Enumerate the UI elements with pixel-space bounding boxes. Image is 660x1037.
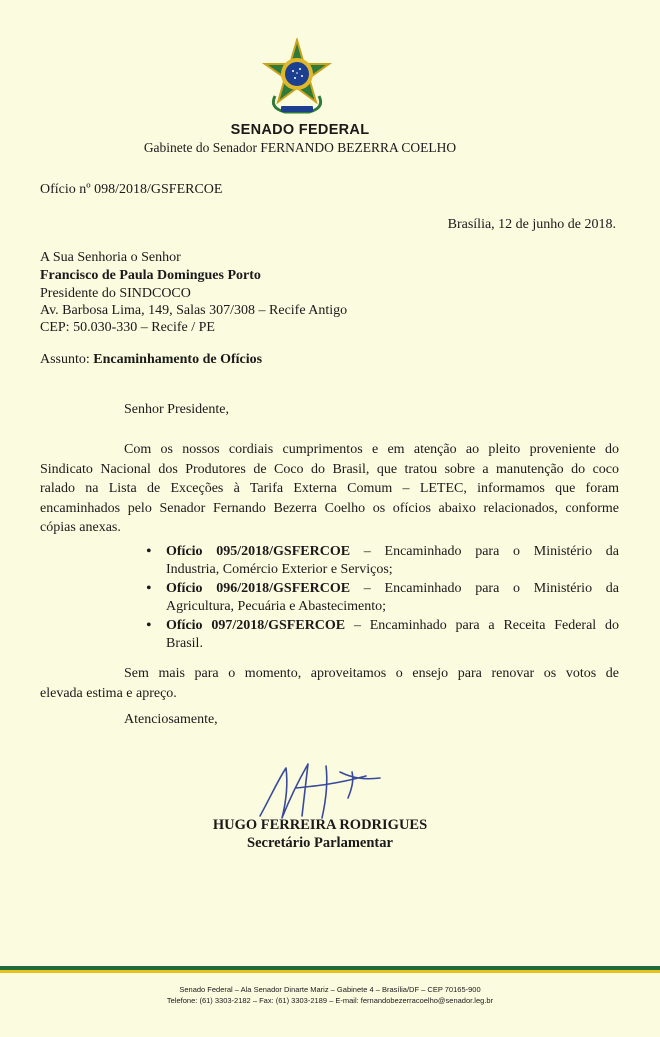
subject-text: Encaminhamento de Ofícios (93, 352, 263, 367)
closing-paragraph (40, 664, 619, 703)
office-desc: – Encaminhado para o Ministério da (363, 544, 620, 559)
reference-number: Ofício nº 098/2018/GSFERCOE (40, 182, 223, 197)
addressee-address: Av. Barbosa Lima, 149, Salas 307/308 – Recife Antigo (40, 303, 348, 318)
closing-line: elevada estima e apreço. (40, 685, 177, 701)
greeting: Senhor Presidente, (124, 402, 229, 417)
closing-line: Sem mais para o momento, aproveitamos o ensejo para renovar os votos de (124, 666, 619, 681)
body-line: Sindicato Nacional dos Produtores de Coco do Brasil, que tratou sobre a manutenção do coco (40, 461, 619, 477)
subject-label: Assunto: (40, 352, 90, 367)
office-code: Ofício 097/2018/GSFERCOE (166, 618, 346, 633)
office-code: Ofício 096/2018/GSFERCOE (166, 581, 351, 596)
office-desc-cont: Brasil. (166, 635, 203, 651)
subject-line (40, 352, 262, 368)
bullet-icon: • (146, 617, 152, 634)
office-desc: – Encaminhado para o Ministério da (363, 581, 620, 596)
signer-name: HUGO FERREIRA RODRIGUES (212, 817, 428, 833)
bullet-icon: • (146, 543, 152, 560)
addressee-name: Francisco de Paula Domingues Porto (40, 268, 261, 283)
office-desc-cont: Agricultura, Pecuária e Abastecimento; (166, 598, 387, 614)
list-item (146, 543, 619, 578)
body-line: ralado na Lista de Exceções à Tarifa Externa Comum – LETEC, informamos que foram (40, 481, 619, 496)
organization-name: SENADO FEDERAL (230, 122, 370, 138)
body-paragraph (40, 440, 619, 538)
office-list (146, 543, 619, 654)
brazil-coat-of-arms-icon (262, 38, 332, 114)
addressee-salutation: A Sua Senhoria o Senhor (40, 250, 181, 265)
list-item (146, 617, 619, 652)
list-item (146, 580, 619, 615)
body-line: cópias anexas. (40, 520, 121, 535)
office-code: Ofício 095/2018/GSFERCOE (166, 544, 351, 559)
footer-divider (0, 966, 660, 976)
cabinet-name: Gabinete do Senador FERNANDO BEZERRA COELHO (143, 140, 457, 155)
addressee-title: Presidente do SINDCOCO (40, 286, 191, 301)
body-line: encaminhados pelo Senador Fernando Bezerra Coelho os ofícios abaixo relacionados, conforme (40, 500, 619, 516)
valediction: Atenciosamente, (124, 712, 218, 727)
office-desc-cont: Industria, Comércio Exterior e Serviços; (166, 561, 393, 577)
office-desc: – Encaminhado para a Receita Federal do (353, 618, 619, 633)
signer-role: Secretário Parlamentar (247, 835, 393, 851)
footer-address: Senado Federal – Ala Senador Dinarte Mariz – Gabinete 4 – Brasília/DF – CEP 70165-900 (179, 985, 481, 994)
footer-yellow-band (0, 970, 660, 973)
body-line: Com os nossos cordiais cumprimentos e em atenção ao pleito proveniente do (124, 442, 619, 457)
letter-date: Brasília, 12 de junho de 2018. (447, 217, 616, 232)
bullet-icon: • (146, 580, 152, 597)
footer-contact: Telefone: (61) 3303-2182 – Fax: (61) 3303-2189 – E-mail: fernandobezerracoelho@senador.leg.br (166, 996, 494, 1005)
addressee-cep: CEP: 50.030-330 – Recife / PE (40, 320, 215, 335)
